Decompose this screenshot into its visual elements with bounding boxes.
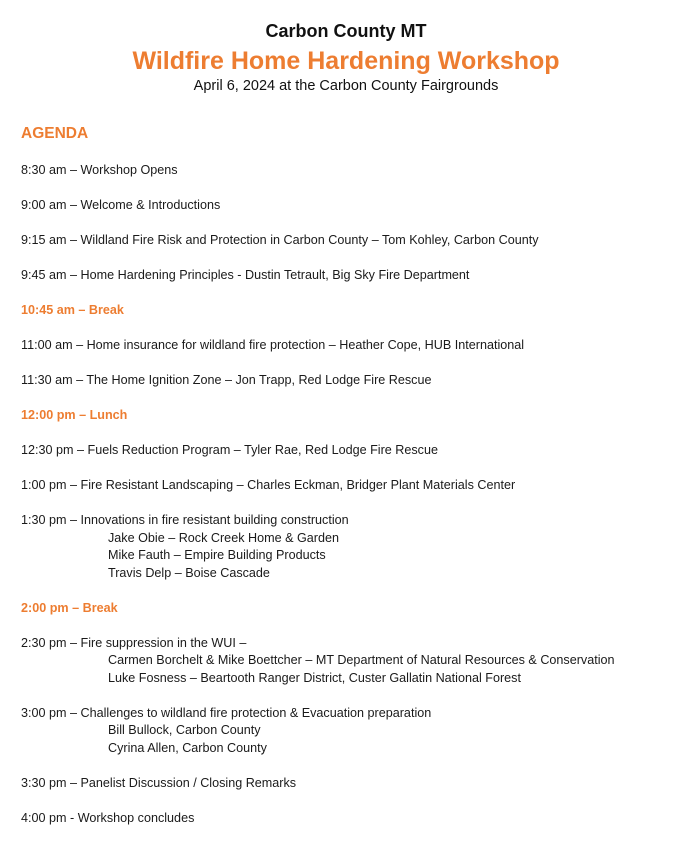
agenda-speaker: Carmen Borchelt & Mike Boettcher – MT Department of Natural Resources & Conservation (108, 653, 615, 667)
agenda-item (21, 232, 681, 250)
agenda-lunch (21, 407, 681, 425)
agenda-item-text: 3:00 pm – Challenges to wildland fire protection & Evacuation preparation (21, 705, 432, 720)
agenda-break (21, 302, 681, 320)
agenda-item (21, 775, 681, 793)
agenda-section (21, 124, 681, 845)
agenda-speaker: Mike Fauth – Empire Building Products (108, 548, 326, 562)
agenda-item-text: 1:00 pm – Fire Resistant Landscaping – Charles Eckman, Bridger Plant Materials Center (21, 478, 516, 492)
agenda-item-text: 11:30 am – The Home Ignition Zone – Jon Trapp, Red Lodge Fire Rescue (21, 373, 432, 387)
agenda-item-text: 4:00 pm - Workshop concludes (21, 810, 195, 825)
event-date-location: April 6, 2024 at the Carbon County Fairgrounds (193, 78, 499, 94)
agenda-item (21, 442, 681, 460)
agenda-item (21, 337, 681, 355)
agenda-speaker: Travis Delp – Boise Cascade (108, 565, 270, 580)
agenda-item (21, 197, 681, 215)
workshop-title: Wildfire Home Hardening Workshop (132, 47, 560, 75)
agenda-item-text: 10:45 am – Break (21, 303, 124, 317)
agenda-item (21, 512, 681, 582)
agenda-item-text: 8:30 am – Workshop Opens (21, 163, 178, 177)
agenda-item (21, 635, 681, 688)
org-title: Carbon County MT (265, 21, 427, 41)
agenda-item-text: 2:00 pm – Break (21, 600, 118, 615)
agenda-item (21, 162, 681, 180)
agenda-speaker: Bill Bullock, Carbon County (108, 723, 261, 737)
agenda-item (21, 477, 681, 495)
agenda-item (21, 810, 681, 828)
agenda-item-text: 9:45 am – Home Hardening Principles - Dustin Tetrault, Big Sky Fire Department (21, 268, 470, 282)
agenda-item-text: 1:30 pm – Innovations in fire resistant building construction (21, 513, 349, 527)
agenda-speaker: Jake Obie – Rock Creek Home & Garden (108, 530, 339, 545)
agenda-item (21, 267, 681, 285)
agenda-item-text: 12:30 pm – Fuels Reduction Program – Tyler Rae, Red Lodge Fire Rescue (21, 443, 438, 457)
agenda-item-text: 12:00 pm – Lunch (21, 408, 128, 422)
agenda-item (21, 372, 681, 390)
agenda-item-text: 9:00 am – Welcome & Introductions (21, 198, 221, 212)
document-header (0, 20, 692, 96)
agenda-item-text: 11:00 am – Home insurance for wildland fire protection – Heather Cope, HUB International (21, 338, 525, 352)
agenda-speaker: Cyrina Allen, Carbon County (108, 740, 267, 755)
agenda-speaker: Luke Fosness – Beartooth Ranger District, Custer Gallatin National Forest (108, 670, 521, 685)
agenda-item-text: 9:15 am – Wildland Fire Risk and Protection in Carbon County – Tom Kohley, Carbon County (21, 233, 539, 247)
agenda-item-text: 2:30 pm – Fire suppression in the WUI – (21, 635, 247, 650)
agenda-heading: AGENDA (21, 125, 89, 142)
agenda-item-text: 3:30 pm – Panelist Discussion / Closing Remarks (21, 775, 297, 790)
agenda-break (21, 600, 681, 618)
agenda-item (21, 705, 681, 758)
